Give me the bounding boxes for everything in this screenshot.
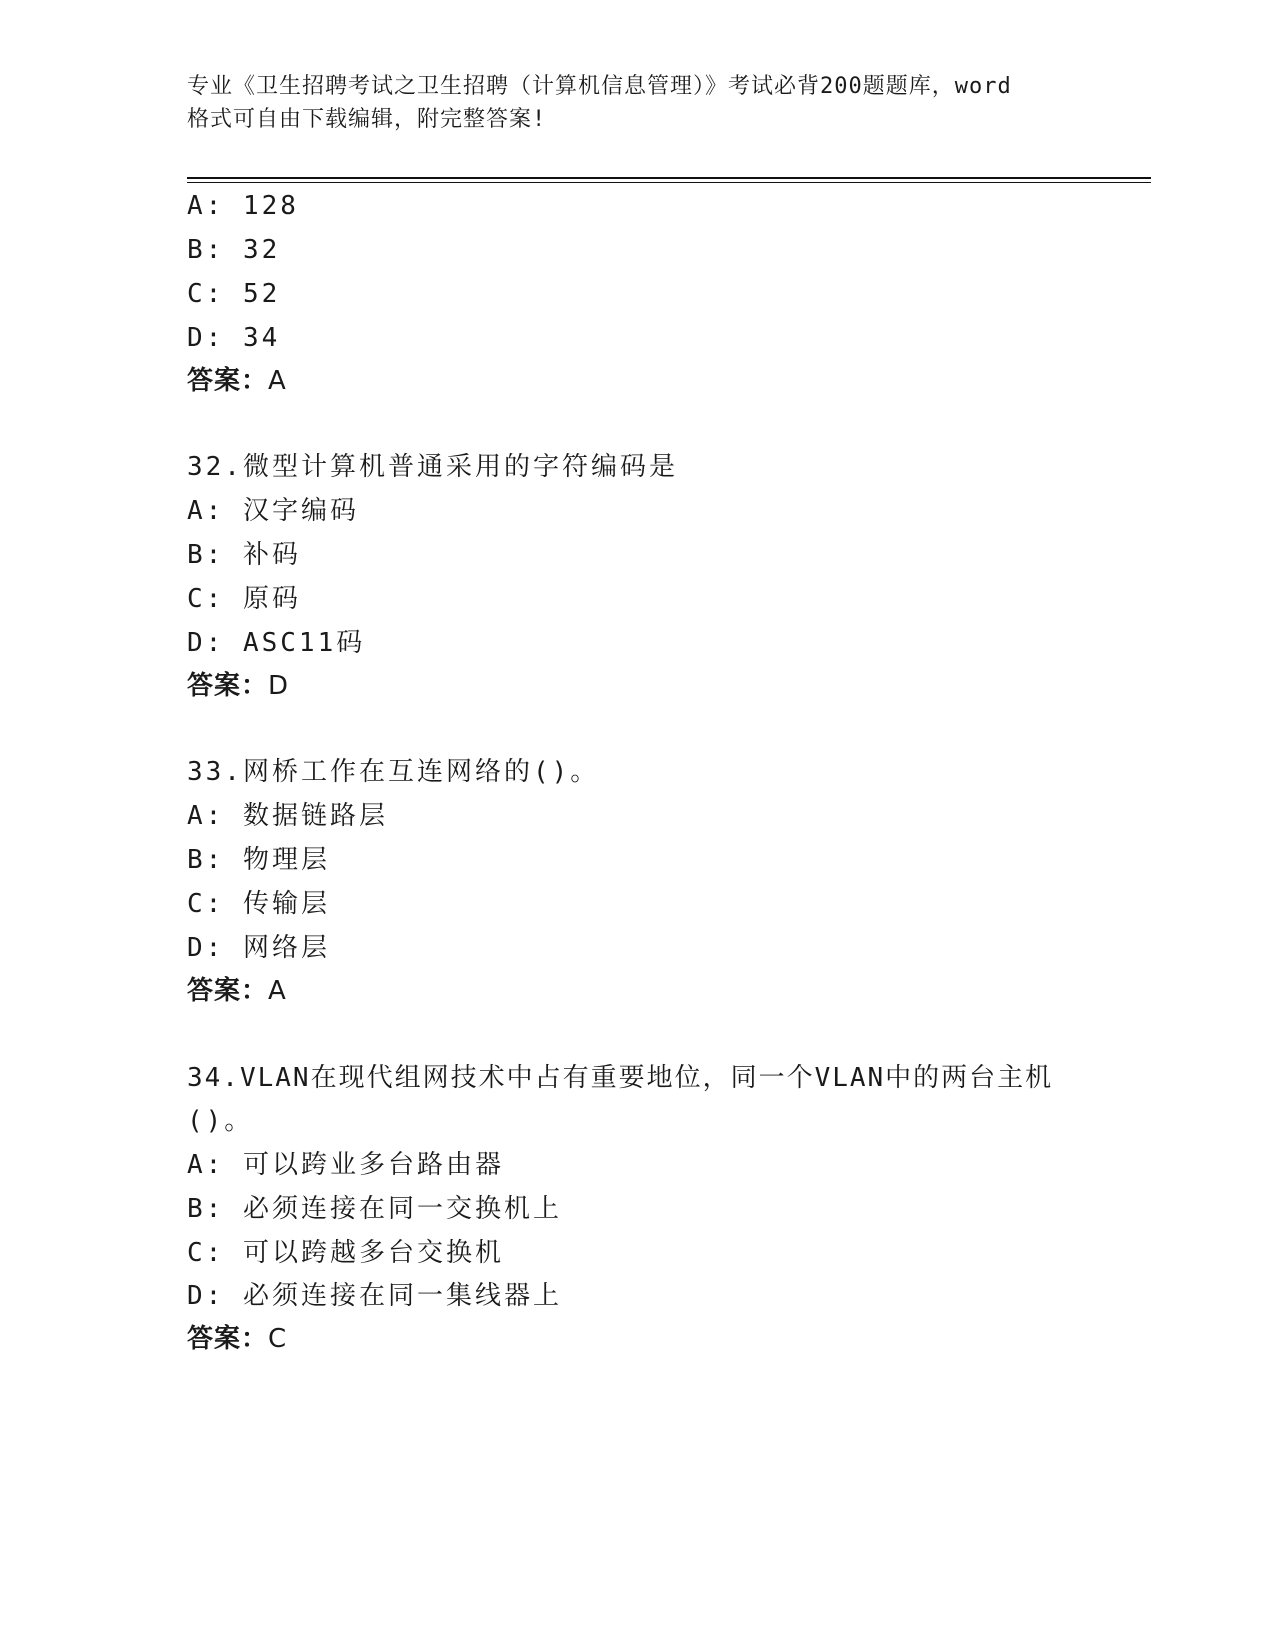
option-c: C: 52 [187, 279, 281, 309]
answer-label: 答案： [187, 366, 269, 396]
header-divider [187, 177, 1151, 183]
answer-label: 答案： [187, 976, 269, 1006]
answer-line [187, 1322, 287, 1356]
option-a: A: 可以跨业多台路由器 [187, 1150, 504, 1180]
answer-label: 答案： [187, 671, 269, 701]
answer-line [187, 669, 289, 703]
option-b: B: 补码 [187, 540, 301, 570]
document-header [187, 70, 1087, 136]
question-stem-continuation: ()。 [187, 1106, 254, 1136]
question-stem: 34.VLAN在现代组网技术中占有重要地位，同一个VLAN中的两台主机 [187, 1063, 1054, 1093]
answer-value: C [268, 1324, 288, 1354]
option-d: D: 网络层 [187, 933, 330, 963]
option-b: B: 必须连接在同一交换机上 [187, 1194, 562, 1224]
option-b: B: 物理层 [187, 845, 330, 875]
option-c: C: 可以跨越多台交换机 [187, 1238, 504, 1268]
answer-line [187, 364, 287, 398]
question-stem: 33.网桥工作在互连网络的()。 [187, 757, 600, 787]
option-c: C: 原码 [187, 584, 301, 614]
option-a: A: 数据链路层 [187, 801, 388, 831]
question-stem: 32.微型计算机普通采用的字符编码是 [187, 452, 678, 482]
option-d: D: ASC11码 [187, 628, 366, 658]
answer-line [187, 974, 287, 1008]
option-c: C: 传输层 [187, 889, 330, 919]
answer-label: 答案： [187, 1324, 269, 1354]
answer-value: A [268, 366, 287, 396]
option-b: B: 32 [187, 235, 281, 265]
answer-value: A [268, 976, 287, 1006]
header-line-1: 专业《卫生招聘考试之卫生招聘（计算机信息管理）》考试必背200题题库，word [187, 74, 1012, 99]
option-d: D: 必须连接在同一集线器上 [187, 1281, 562, 1311]
option-d: D: 34 [187, 323, 281, 353]
header-line-2: 格式可自由下载编辑，附完整答案! [187, 107, 547, 132]
answer-value: D [268, 671, 290, 701]
option-a: A: 汉字编码 [187, 496, 359, 526]
option-a: A: 128 [187, 191, 299, 221]
